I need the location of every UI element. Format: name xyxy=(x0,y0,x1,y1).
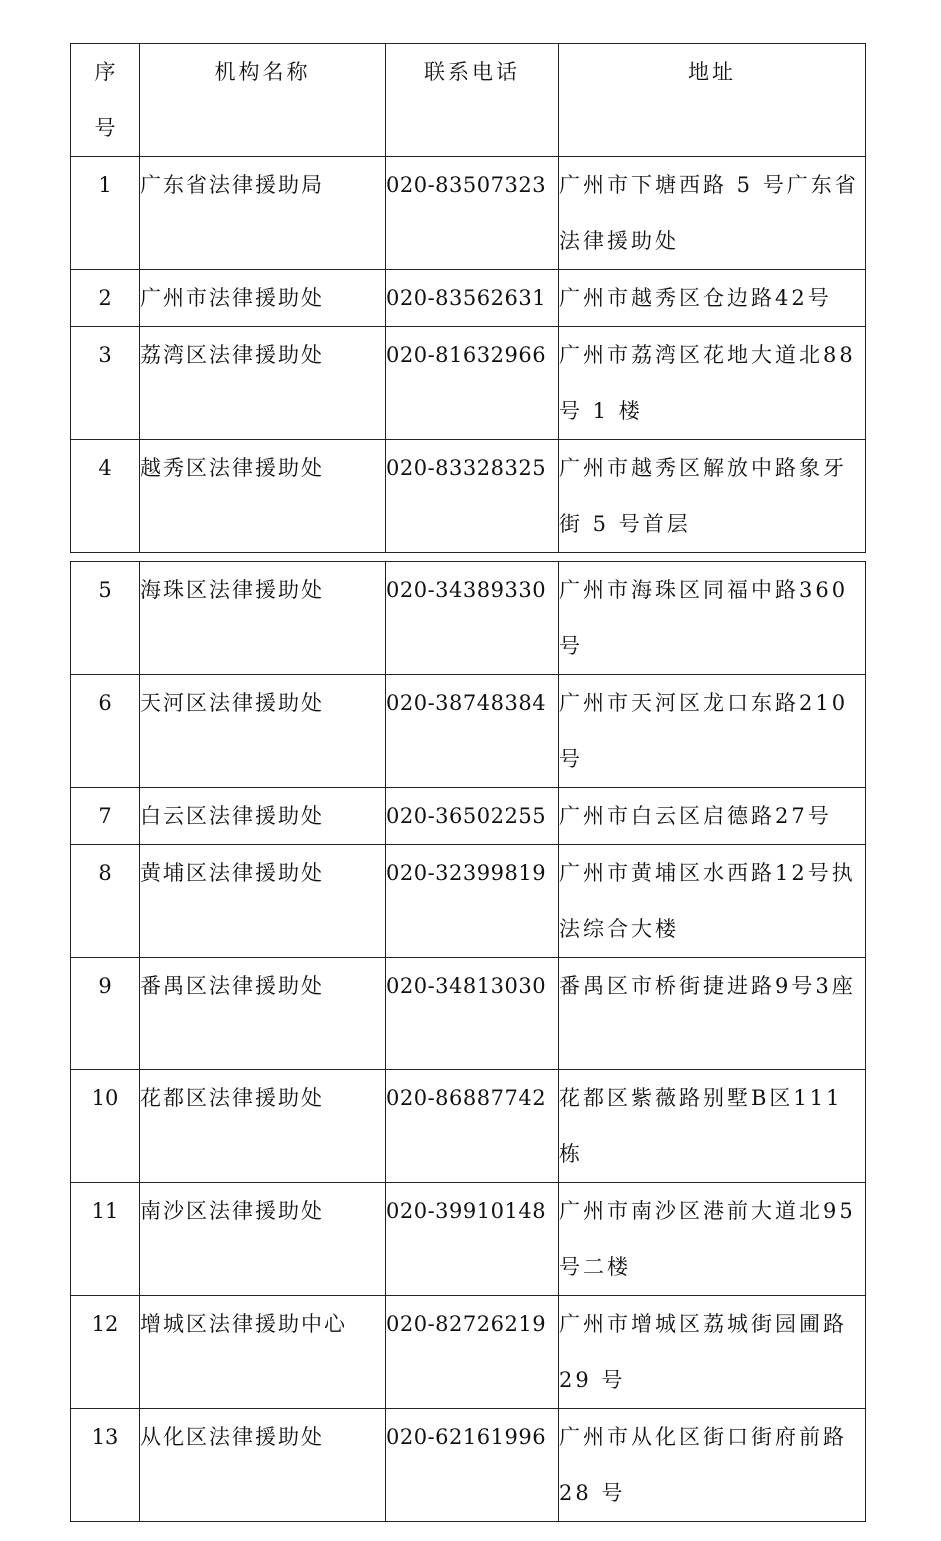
table-row xyxy=(71,675,866,788)
address: 广州市海珠区同福中路360 号 xyxy=(559,562,866,675)
org-name: 南沙区法律援助处 xyxy=(140,1183,386,1296)
row-index: 3 xyxy=(71,327,140,440)
row-index: 4 xyxy=(71,440,140,553)
phone-number: 020-34389330 xyxy=(386,562,559,675)
address: 广州市白云区启德路27号 xyxy=(559,788,866,845)
org-name: 增城区法律援助中心 xyxy=(140,1296,386,1409)
row-index: 7 xyxy=(71,788,140,845)
row-index: 6 xyxy=(71,675,140,788)
legal-aid-table-part1 xyxy=(70,43,866,553)
address: 广州市增城区荔城街园圃路 29 号 xyxy=(559,1296,866,1409)
row-index: 9 xyxy=(71,958,140,1070)
org-name: 从化区法律援助处 xyxy=(140,1409,386,1522)
address: 花都区紫薇路别墅B区111栋 xyxy=(559,1070,866,1183)
address: 广州市从化区街口街府前路 28 号 xyxy=(559,1409,866,1522)
table-row xyxy=(71,1409,866,1522)
header-phone: 联系电话 xyxy=(386,44,559,157)
org-name: 广州市法律援助处 xyxy=(140,270,386,327)
phone-number: 020-86887742 xyxy=(386,1070,559,1183)
header-address: 地址 xyxy=(559,44,866,157)
org-name: 越秀区法律援助处 xyxy=(140,440,386,553)
address: 广州市荔湾区花地大道北88 号 1 楼 xyxy=(559,327,866,440)
org-name: 黄埔区法律援助处 xyxy=(140,845,386,958)
address: 番禺区市桥街捷进路9号3座 xyxy=(559,958,866,1070)
row-index: 10 xyxy=(71,1070,140,1183)
org-name: 海珠区法律援助处 xyxy=(140,562,386,675)
header-index xyxy=(71,44,140,157)
phone-number: 020-32399819 xyxy=(386,845,559,958)
table-row xyxy=(71,327,866,440)
address: 广州市黄埔区水西路12号执法综合大楼 xyxy=(559,845,866,958)
phone-number: 020-83507323 xyxy=(386,157,559,270)
phone-number: 020-83562631 xyxy=(386,270,559,327)
table-row xyxy=(71,270,866,327)
phone-number: 020-81632966 xyxy=(386,327,559,440)
org-name: 天河区法律援助处 xyxy=(140,675,386,788)
address: 广州市越秀区解放中路象牙街 5 号首层 xyxy=(559,440,866,553)
org-name: 荔湾区法律援助处 xyxy=(140,327,386,440)
table-row xyxy=(71,845,866,958)
header-name: 机构名称 xyxy=(140,44,386,157)
org-name: 花都区法律援助处 xyxy=(140,1070,386,1183)
header-index-line1: 序 xyxy=(94,60,116,84)
table-header-row xyxy=(71,44,866,157)
row-index: 5 xyxy=(71,562,140,675)
phone-number: 020-39910148 xyxy=(386,1183,559,1296)
row-index: 13 xyxy=(71,1409,140,1522)
phone-number: 020-34813030 xyxy=(386,958,559,1070)
phone-number: 020-62161996 xyxy=(386,1409,559,1522)
legal-aid-table-part2 xyxy=(70,561,866,1522)
org-name: 白云区法律援助处 xyxy=(140,788,386,845)
address: 广州市南沙区港前大道北95 号二楼 xyxy=(559,1183,866,1296)
address: 广州市越秀区仓边路42号 xyxy=(559,270,866,327)
row-index: 12 xyxy=(71,1296,140,1409)
phone-number: 020-83328325 xyxy=(386,440,559,553)
phone-number: 020-38748384 xyxy=(386,675,559,788)
table-row xyxy=(71,1296,866,1409)
table-row xyxy=(71,958,866,1070)
table-row xyxy=(71,157,866,270)
table-row xyxy=(71,1183,866,1296)
row-index: 1 xyxy=(71,157,140,270)
address: 广州市下塘西路 5 号广东省法律援助处 xyxy=(559,157,866,270)
table-row xyxy=(71,440,866,553)
phone-number: 020-36502255 xyxy=(386,788,559,845)
org-name: 广东省法律援助局 xyxy=(140,157,386,270)
table-row xyxy=(71,1070,866,1183)
table-row xyxy=(71,788,866,845)
table-row xyxy=(71,562,866,675)
org-name: 番禺区法律援助处 xyxy=(140,958,386,1070)
phone-number: 020-82726219 xyxy=(386,1296,559,1409)
row-index: 11 xyxy=(71,1183,140,1296)
header-index-line2: 号 xyxy=(94,116,116,140)
address: 广州市天河区龙口东路210 号 xyxy=(559,675,866,788)
row-index: 2 xyxy=(71,270,140,327)
row-index: 8 xyxy=(71,845,140,958)
